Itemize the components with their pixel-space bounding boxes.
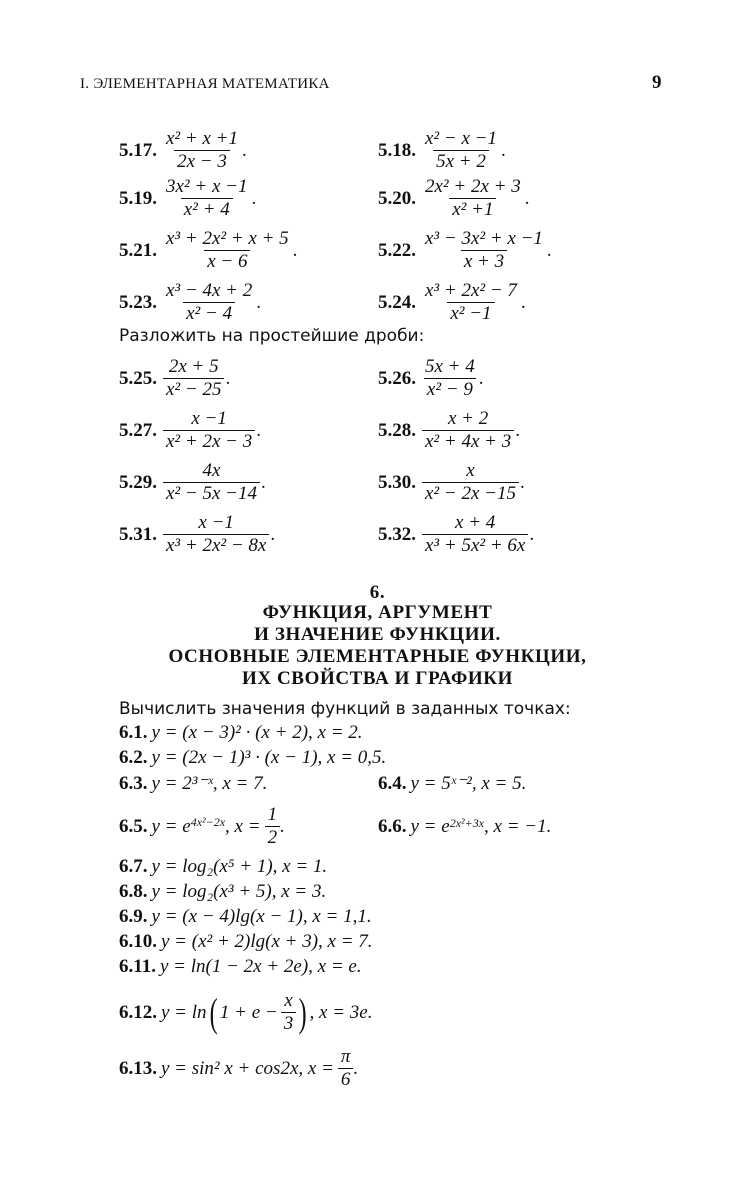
instruction-text: Вычислить значения функций в заданных точках: bbox=[119, 699, 571, 719]
exercise-5-21: 5.21. $\frac{\text{x³ + 2x² + x + 5}}{x - 6}$ . bbox=[119, 228, 298, 272]
fraction: $\frac{\text{x² + x +1}}{2x - 3}$ bbox=[166, 128, 238, 172]
exercise-5-22: 5.22. $\frac{\text{x³ − 3x² + x −1}}{x + 3}$ . bbox=[378, 228, 552, 272]
exercise-5-28: 5.28. $\frac{x + 2}{\text{x² + 4x + 3}}$ . bbox=[378, 408, 520, 452]
fraction: $\frac{\text{x² − x −1}}{5x + 2}$ bbox=[425, 128, 497, 172]
exercise-5-26: 5.26. $\frac{5x + 4}{\text{x² − 9}}$ . bbox=[378, 356, 484, 400]
exercise-5-19: 5.19. $\frac{\text{3x² + x −1}}{\text{x² + 4}}$ . bbox=[119, 176, 257, 220]
section-title-line: ФУНКЦИЯ, АРГУМЕНТ bbox=[262, 602, 493, 623]
fraction: $\frac{\text{x³ + 2x² + x + 5}}{x - 6}$ bbox=[166, 228, 289, 272]
exercise-6-12: 6.12. y = ln ( 1 + e − $\frac{x}{3}$ ) , x = 3e. bbox=[119, 989, 373, 1035]
exercise-5-18: 5.18. $\frac{\text{x² − x −1}}{5x + 2}$ . bbox=[378, 128, 506, 172]
section-number: 6. bbox=[369, 582, 386, 603]
exercise-6-10: 6.10. y = (x² + 2)lg(x + 3), x = 7. bbox=[119, 931, 373, 952]
fraction: $\frac{\text{3x² + x −1}}{\text{x² + 4}}$ bbox=[166, 176, 248, 220]
exercise-5-23: 5.23. $\frac{\text{x³ − 4x + 2}}{\text{x² − 4}}$ . bbox=[119, 280, 261, 324]
fraction: $\frac{\text{x³ + 2x² − 7}}{\text{x² −1}}$ bbox=[425, 280, 517, 324]
page-number: 9 bbox=[652, 72, 662, 93]
section-title-line: ИХ СВОЙСТВА И ГРАФИКИ bbox=[241, 668, 514, 689]
exercise-6-6: 6.6. y = e $^{2x^2+3x}$ , x = −1. bbox=[378, 815, 552, 837]
exercise-5-24: 5.24. $\frac{\text{x³ + 2x² − 7}}{\text{x² −1}}$ . bbox=[378, 280, 526, 324]
running-title: I. ЭЛЕМЕНТАРНАЯ МАТЕМАТИКА bbox=[80, 76, 330, 92]
exercise-6-5: 6.5. y = e $^{4x^2-2x}$ , x = $\frac{1}{2}$ . bbox=[119, 804, 285, 848]
exercise-5-30: 5.30. $\frac{x}{\text{x² − 2x −15}}$ . bbox=[378, 460, 525, 504]
fraction: $\frac{4x}{\text{x² − 5x −14}}$ bbox=[163, 460, 260, 505]
exercise-6-8: 6.8. y = log₂(x³ + 5), x = 3. bbox=[119, 881, 327, 902]
exercise-6-13: 6.13. y = sin² x + cos2x, x = $\frac{\pi}{6}$ . bbox=[119, 1046, 359, 1090]
fraction: $\frac{x}{3}$ bbox=[281, 990, 297, 1035]
fraction: $\frac{\text{x³ − 3x² + x −1}}{x + 3}$ bbox=[425, 228, 543, 272]
exercise-5-25: 5.25. $\frac{2x + 5}{\text{x² − 25}}$ . bbox=[119, 356, 231, 400]
exercise-6-11: 6.11. y = ln(1 − 2x + 2e), x = e. bbox=[119, 956, 362, 977]
exercise-6-9: 6.9. y = (x − 4)lg(x − 1), x = 1,1. bbox=[119, 906, 372, 927]
exercise-5-29: 5.29. $\frac{4x}{\text{x² − 5x −14}}$ . bbox=[119, 460, 266, 504]
exercise-6-2: 6.2. y = (2x − 1)³ · (x − 1), x = 0,5. bbox=[119, 747, 387, 768]
exercise-6-3: 6.3. y = 2³⁻ˣ, x = 7. bbox=[119, 772, 268, 794]
instruction-text: Разложить на простейшие дроби: bbox=[119, 326, 425, 346]
fraction: $\frac{1}{2}$ bbox=[265, 804, 281, 849]
exercise-5-31: 5.31. $\frac{x -1}{\text{x³ + 2x² − 8x}}$ . bbox=[119, 512, 276, 556]
exercise-6-4: 6.4. y = 5ˣ⁻², x = 5. bbox=[378, 772, 527, 794]
fraction: $\frac{\text{x³ − 4x + 2}}{\text{x² − 4}}$ bbox=[166, 280, 253, 324]
fraction: $\frac{x -1}{\text{x³ + 2x² − 8x}}$ bbox=[163, 512, 269, 557]
fraction: $\frac{\pi}{6}$ bbox=[338, 1046, 354, 1091]
fraction: $\frac{\text{2x² + 2x + 3}}{\text{x² +1}}$ bbox=[425, 176, 521, 220]
fraction: $\frac{2x + 5}{\text{x² − 25}}$ bbox=[163, 356, 224, 401]
exercise-5-20: 5.20. $\frac{\text{2x² + 2x + 3}}{\text{x² +1}}$ . bbox=[378, 176, 530, 220]
exercise-6-7: 6.7. y = log₂(x⁵ + 1), x = 1. bbox=[119, 856, 328, 877]
exercise-5-17: 5.17. $\frac{\text{x² + x +1}}{2x - 3}$ . bbox=[119, 128, 247, 172]
exercise-6-1: 6.1. y = (x − 3)² · (x + 2), x = 2. bbox=[119, 722, 363, 743]
exercise-5-32: 5.32. $\frac{x + 4}{\text{x³ + 5x² + 6x}}$ . bbox=[378, 512, 535, 556]
fraction: $\frac{x + 2}{\text{x² + 4x + 3}}$ bbox=[422, 408, 514, 453]
fraction: $\frac{x -1}{\text{x² + 2x − 3}}$ bbox=[163, 408, 255, 453]
fraction: $\frac{5x + 4}{\text{x² − 9}}$ bbox=[425, 356, 475, 400]
section-title-line: ОСНОВНЫЕ ЭЛЕМЕНТАРНЫЕ ФУНКЦИИ, bbox=[168, 646, 587, 667]
fraction: $\frac{x}{\text{x² − 2x −15}}$ bbox=[422, 460, 519, 505]
section-title-line: И ЗНАЧЕНИЕ ФУНКЦИИ. bbox=[254, 624, 501, 645]
exercise-5-27: 5.27. $\frac{x -1}{\text{x² + 2x − 3}}$ . bbox=[119, 408, 261, 452]
fraction: $\frac{x + 4}{\text{x³ + 5x² + 6x}}$ bbox=[422, 512, 528, 557]
